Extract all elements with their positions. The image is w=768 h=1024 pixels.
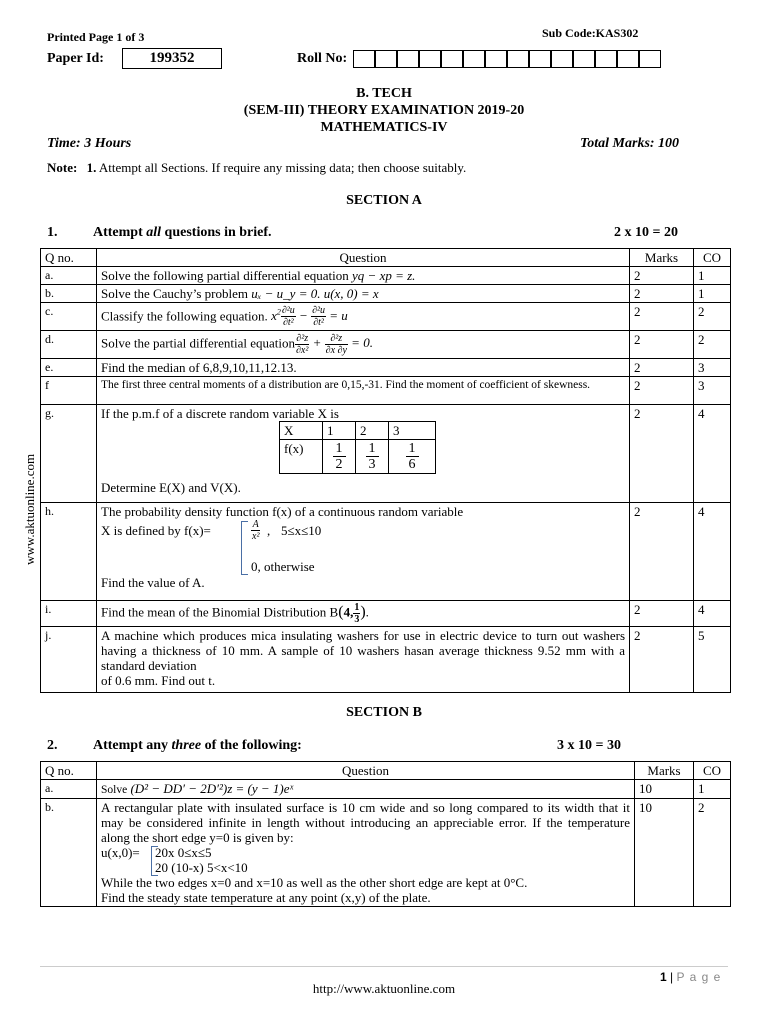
col-header-qno: Q no.	[41, 762, 97, 780]
pmf-num: 1	[366, 441, 379, 457]
q-math: = u	[329, 307, 348, 323]
roll-box	[551, 50, 573, 68]
col-header-co: CO	[694, 249, 731, 267]
q-text: of 0.6 mm. Find out t.	[101, 673, 216, 688]
note-number: 1.	[86, 160, 97, 175]
subject-title: MATHEMATICS-IV	[320, 120, 448, 135]
section-b-instruction	[93, 738, 302, 754]
q-text: Solve	[101, 784, 128, 796]
q-co: 3	[694, 377, 731, 405]
q-co: 2	[694, 331, 731, 359]
roll-box	[639, 50, 661, 68]
col-header-co: CO	[694, 762, 731, 780]
q-co: 4	[694, 601, 731, 627]
roll-box	[617, 50, 639, 68]
q-marks: 10	[635, 780, 694, 799]
table-row	[41, 503, 731, 601]
q-number: d.	[41, 331, 97, 359]
roll-box	[353, 50, 375, 68]
q-marks: 10	[635, 799, 694, 907]
q-text: Solve the following partial differential equation	[101, 268, 349, 283]
q-co: 2	[694, 799, 731, 907]
question-text	[97, 780, 635, 799]
pmf-fx-label: f(x)	[280, 440, 323, 474]
pmf-table	[279, 421, 436, 474]
question-text: The first three central moments of a distribution are 0,15,-31. Find the moment of coefficient of skewness.	[97, 377, 630, 405]
table-row	[41, 601, 731, 627]
q-number: i.	[41, 601, 97, 627]
col-header-qno: Q no.	[41, 249, 97, 267]
instr-pre: Attempt	[93, 225, 147, 240]
note-line	[47, 160, 466, 176]
table-row	[41, 331, 731, 359]
question-text	[97, 285, 630, 303]
table-row	[41, 780, 731, 799]
page-number: 1 | P a g e	[660, 970, 722, 984]
page-word: P a g e	[676, 970, 722, 984]
section-a-table	[40, 248, 731, 693]
pmf-prob	[333, 441, 346, 472]
section-a-number: 1.	[47, 225, 58, 240]
footer-url[interactable]: http://www.aktuonline.com	[312, 981, 456, 996]
q-text: Determine E(X) and V(X).	[101, 480, 241, 495]
q-number: c.	[41, 303, 97, 331]
watermark: www.aktuonline.com	[22, 453, 37, 565]
q-text: X is defined by f(x)=	[101, 523, 211, 538]
pmf-x-value: 2	[356, 422, 389, 440]
q-math: 4,	[343, 604, 354, 620]
table-row	[41, 799, 731, 907]
section-a-instruction	[93, 225, 272, 241]
question-text	[97, 799, 635, 907]
condition: 20 (10-x) 5<x<10	[155, 860, 248, 875]
col-header-question: Question	[97, 762, 635, 780]
paper-id-box: 199352	[122, 48, 222, 69]
roll-box	[463, 50, 485, 68]
paper-id-label: Paper Id:	[47, 51, 104, 66]
note-text: Attempt all Sections. If require any missing data; then choose suitably.	[98, 160, 467, 175]
brace-icon	[241, 521, 248, 575]
total-marks-label: Total Marks: 100	[580, 136, 680, 151]
q-marks: 2	[630, 303, 694, 331]
pmf-prob	[406, 441, 419, 472]
section-a-marks: 2 x 10 = 20	[614, 225, 678, 240]
pmf-den: 2	[335, 457, 343, 472]
table-row	[41, 377, 731, 405]
roll-box	[375, 50, 397, 68]
q-text: Find the value of A.	[101, 575, 205, 590]
q-marks: 2	[630, 267, 694, 285]
q-co: 1	[694, 267, 731, 285]
q-text: Solve the partial differential equation	[101, 335, 295, 351]
section-a-heading: SECTION A	[346, 193, 422, 208]
instr-em: all	[146, 225, 162, 240]
q-co: 2	[694, 303, 731, 331]
q-co: 3	[694, 359, 731, 377]
q-math: (D² − DD′ − 2D′²)z = (y − 1)eˣ	[127, 781, 294, 796]
q-math-expr: $x^2$ $\frac{\text{∂²u}}{\text{∂t²}}$ − $\frac{\text{∂²u}}{\text{∂t²}}$ = u	[271, 305, 348, 329]
q-math: = 0.	[351, 335, 373, 351]
q-marks: 2	[630, 377, 694, 405]
pdf-fraction: $\frac{A}{\text{x²}}$	[252, 519, 260, 542]
q-marks: 2	[630, 503, 694, 601]
roll-box	[573, 50, 595, 68]
table-row	[41, 405, 731, 503]
question-text	[97, 405, 630, 503]
q-marks: 2	[630, 331, 694, 359]
q-math-expr: $\frac{\text{∂²z}}{\text{∂x²}}$ + $\frac{\text{∂²z}}{\partial x \partial y}$ = 0.	[295, 333, 373, 356]
q-math: yq − xp = z.	[348, 268, 416, 283]
q-text: Solve the Cauchy’s problem	[101, 286, 248, 301]
q-co: 1	[694, 780, 731, 799]
instr-em: three	[171, 738, 202, 753]
degree-title: B. TECH	[356, 86, 412, 101]
q-number: a.	[41, 267, 97, 285]
instr-post: questions in brief.	[161, 225, 272, 240]
question-text: The probability density function f(x) of a continuous random variable X is defined by f(x)= $\frac{A}{\text{x²}}$ , 5≤x≤10 0, otherwise Find the value of A.	[97, 503, 630, 601]
q-marks: 2	[630, 359, 694, 377]
exam-title: (SEM-III) THEORY EXAMINATION 2019-20	[243, 103, 525, 118]
condition: 20x 0≤x≤5	[155, 845, 212, 860]
q-marks: 2	[630, 285, 694, 303]
q-text: While the two edges x=0 and x=10 as well as the other short edge are kept at 0°C.	[101, 875, 528, 890]
question-text	[97, 303, 630, 331]
col-header-question: Question	[97, 249, 630, 267]
note-label: Note:	[47, 160, 78, 175]
roll-box	[441, 50, 463, 68]
footer-divider	[40, 966, 728, 967]
section-b-number: 2.	[47, 738, 58, 753]
roll-box	[419, 50, 441, 68]
roll-box	[485, 50, 507, 68]
q-marks: 2	[630, 405, 694, 503]
pmf-num: 1	[406, 441, 419, 457]
q-text: u(x,0)=	[101, 845, 140, 860]
q-co: 1	[694, 285, 731, 303]
pmf-x-value: 1	[323, 422, 356, 440]
table-row	[41, 303, 731, 331]
roll-box	[397, 50, 419, 68]
q-number: b.	[41, 799, 97, 907]
q-text: If the p.m.f of a discrete random variable X is	[101, 406, 339, 421]
condition: 0, otherwise	[251, 559, 315, 574]
q-number: a.	[41, 780, 97, 799]
condition: 5≤x≤10	[281, 523, 322, 538]
col-header-marks: Marks	[635, 762, 694, 780]
q-number: g.	[41, 405, 97, 503]
roll-box	[507, 50, 529, 68]
section-b-marks: 3 x 10 = 30	[557, 738, 621, 753]
col-header-marks: Marks	[630, 249, 694, 267]
q-number: e.	[41, 359, 97, 377]
question-text	[97, 331, 630, 359]
instr-post: of the following:	[201, 738, 302, 753]
q-text: A machine which produces mica insulating washers for use in electric device to turn out washers having a thickness of 10 mm. A sample of 10 washers hasan average thickness 9.52 mm with a standard deviation	[101, 628, 625, 673]
roll-no-label: Roll No:	[297, 51, 348, 66]
q-number: f	[41, 377, 97, 405]
q-marks: 2	[630, 627, 694, 693]
table-row	[41, 627, 731, 693]
q-co: 4	[694, 405, 731, 503]
pmf-den: 6	[408, 457, 416, 472]
page-num: 1	[660, 970, 667, 984]
pmf-prob	[366, 441, 379, 472]
instr-pre: Attempt any	[93, 738, 172, 753]
printed-page-label: Printed Page 1 of 3	[47, 30, 145, 44]
roll-box	[529, 50, 551, 68]
q-co: 5	[694, 627, 731, 693]
question-text: Find the median of 6,8,9,10,11,12.13.	[97, 359, 630, 377]
section-b-heading: SECTION B	[346, 705, 422, 720]
table-row	[41, 359, 731, 377]
pmf-x-label: X	[280, 422, 323, 440]
section-b-table	[40, 761, 731, 907]
question-text	[97, 627, 630, 693]
q-number: h.	[41, 503, 97, 601]
q-text: Find the mean of the Binomial Distribution B	[101, 604, 339, 620]
q-number: b.	[41, 285, 97, 303]
q-text: Classify the following equation.	[101, 307, 268, 323]
question-text	[97, 267, 630, 285]
pmf-den: 3	[368, 457, 376, 472]
q-text: The probability density function f(x) of a continuous random variable	[101, 504, 464, 519]
pmf-x-value: 3	[389, 422, 436, 440]
q-marks: 2	[630, 601, 694, 627]
table-row	[41, 285, 731, 303]
sub-code: Sub Code:KAS302	[542, 26, 639, 40]
q-co: 4	[694, 503, 731, 601]
q-number: j.	[41, 627, 97, 693]
table-row	[41, 267, 731, 285]
q-math: uₓ − u_y = 0. u(x, 0) = x	[247, 286, 379, 301]
q-text: A rectangular plate with insulated surface is 10 cm wide and so long compared to its width that it may be considered infinite in length without introducing an appreciable error. If the temperature along the short edge y=0 is given by:	[101, 800, 630, 845]
roll-box	[595, 50, 617, 68]
q-text: Find the steady state temperature at any point (x,y) of the plate.	[101, 890, 431, 905]
time-label: Time: 3 Hours	[47, 136, 132, 151]
pmf-num: 1	[333, 441, 346, 457]
question-text: Find the mean of the Binomial Distribution B(4, $\frac{1}{3}$ ).	[97, 601, 630, 627]
